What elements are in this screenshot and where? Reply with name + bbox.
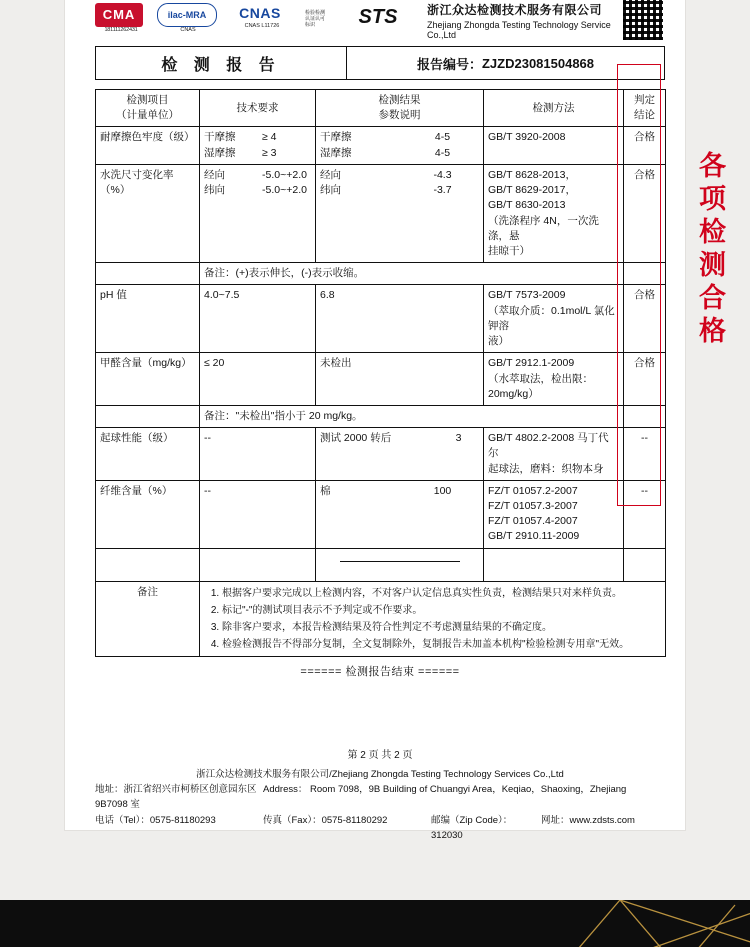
cma-number: 181111262431	[104, 27, 138, 33]
cell-result: 6.8	[316, 285, 484, 353]
cell-item: pH 值	[96, 285, 200, 353]
method-line: GB/T 8628-2013，	[488, 168, 576, 181]
cell-method	[484, 164, 624, 262]
res-val: 3	[455, 432, 462, 445]
res-key: 湿摩擦	[320, 146, 352, 159]
cell-verdict: --	[624, 480, 666, 548]
strike-line	[340, 561, 460, 562]
method-line: GB/T 8630-2013	[488, 199, 566, 212]
report-title-bar	[95, 46, 665, 80]
footer-zip: 邮编（Zip Code）：312030	[431, 814, 513, 841]
ilac-number: CNAS	[180, 27, 196, 33]
company-name-block	[425, 1, 611, 40]
qr-code-icon	[621, 0, 665, 42]
bottom-decoration-band	[0, 900, 750, 947]
th-method: 检测方法	[484, 90, 624, 127]
table-row	[96, 428, 666, 481]
table-row-remarks	[96, 581, 666, 656]
table-row-note	[96, 263, 666, 285]
cell-requirement: 4.0~7.5	[200, 285, 316, 353]
req-val: -5.0~+2.0	[262, 168, 307, 181]
cell-note: 备注：(+)表示伸长，(-)表示收缩。	[200, 263, 624, 285]
cell-verdict: 合格	[624, 127, 666, 164]
cell-method	[484, 127, 624, 164]
footer-company: 浙江众达检测技术服务有限公司/Zhejiang Zhongda Testing Technology Services Co.,Ltd	[196, 769, 564, 780]
cell-method	[484, 480, 624, 548]
method-line: FZ/T 01057.2-2007	[488, 484, 578, 497]
table-row	[96, 127, 666, 164]
method-line: GB/T 2912.1-2009	[488, 357, 575, 370]
table-header-row	[96, 90, 666, 127]
footer-fax: 传真（Fax）：0575-81180292	[263, 814, 388, 826]
sts-logo	[341, 4, 415, 36]
ilac-mra-logo	[157, 3, 219, 37]
method-line: GB/T 8629-2017，	[488, 184, 576, 197]
page-number: 第 2 页 共 2 页	[347, 750, 413, 761]
method-line: GB/T 3920-2008	[488, 131, 566, 144]
company-name-en: Zhejiang Zhongda Testing Technology Service Co.,Ltd	[427, 19, 611, 40]
th-result	[316, 90, 484, 127]
report-number-label: 报告编号：	[416, 56, 482, 72]
th-item-main: 检测项目	[126, 94, 169, 106]
cell-note: 备注："未检出"指小于 20 mg/kg。	[200, 405, 624, 427]
cell-result	[316, 428, 484, 481]
cnas-logo	[229, 3, 295, 37]
cell-requirement	[200, 127, 316, 164]
cell-result: 未检出	[316, 353, 484, 406]
method-line: 液）	[488, 335, 509, 348]
method-line: GB/T 2910.11-2009	[488, 530, 580, 543]
cell-item-empty	[96, 263, 200, 285]
sts-mark: STS	[358, 6, 398, 28]
cell-remark-list	[200, 581, 666, 656]
req-val: -5.0~+2.0	[262, 184, 307, 197]
res-key: 经向	[320, 168, 341, 181]
cell-item: 甲醛含量（mg/kg）	[96, 353, 200, 406]
cell-verdict: --	[624, 428, 666, 481]
res-key: 测试 2000 转后	[320, 432, 392, 445]
footer-address-en: Address： Room 7098，9B Building of Chuangyi Area，Keqiao，Shaoxing，Zhejiang	[263, 784, 627, 796]
cma-badge: CMA	[95, 3, 143, 27]
footer-address-cn: 地址：浙江省绍兴市柯桥区创意园东区 9B7098 室	[95, 784, 257, 811]
cell-item: 水洗尺寸变化率（%）	[96, 164, 200, 262]
report-end-line: ====== 检测报告结束 ======	[300, 665, 460, 678]
remark-item: 4. 检验检测报告不得部分复制，全文复制除外，复制报告未加盖本机构"检验检测专用章"无效。	[222, 636, 661, 653]
gold-line-decoration	[560, 900, 750, 947]
cell-item: 纤维含量（%）	[96, 480, 200, 548]
report-body	[95, 0, 665, 679]
document-page	[65, 0, 685, 841]
res-val: -3.7	[433, 184, 452, 197]
cell-verdict: 合格	[624, 285, 666, 353]
table-row-blank	[96, 548, 666, 581]
cell-method	[484, 353, 624, 406]
th-result-main: 检测结果	[378, 94, 421, 106]
cell-method	[484, 285, 624, 353]
res-key: 干摩擦	[320, 131, 352, 144]
remarks-list	[204, 585, 661, 653]
th-verdict-main: 判定	[634, 94, 655, 106]
footer-contact-line	[95, 813, 665, 843]
th-result-sub: 参数说明	[378, 109, 421, 122]
annotation-text: 各项检测合格	[699, 151, 727, 346]
res-val: 4-5	[434, 131, 451, 144]
cell-blank	[484, 548, 624, 581]
method-line: FZ/T 01057.3-2007	[488, 500, 578, 513]
th-item	[96, 90, 200, 127]
method-line: GB/T 7573-2009	[488, 289, 566, 302]
report-number-value: ZJZD23081504868	[481, 55, 595, 71]
cell-requirement: ≤ 20	[200, 353, 316, 406]
method-line: FZ/T 01057.4-2007	[488, 515, 578, 528]
cell-blank	[96, 548, 200, 581]
method-line: 挂晾干）	[488, 244, 530, 257]
cell-verdict: 合格	[624, 353, 666, 406]
remark-item: 1. 根据客户要求完成以上检测内容，不对客户认定信息真实性负责，检测结果只对来样负责。	[222, 585, 661, 602]
footer-tel: 电话（Tel）：0575-81180293	[95, 814, 216, 826]
cnas-side-text: 检验检测 认证认可 标识	[305, 10, 326, 28]
cell-remark-label: 备注	[96, 581, 200, 656]
cell-result	[316, 164, 484, 262]
th-requirement: 技术要求	[200, 90, 316, 127]
cma-logo	[95, 3, 147, 37]
req-val: ≥ 4	[262, 131, 277, 144]
table-row	[96, 285, 666, 353]
footer-address-line	[95, 782, 665, 812]
cell-blank	[200, 548, 316, 581]
res-key: 棉	[320, 484, 331, 497]
page-footer	[95, 748, 665, 843]
method-line: 起球法，磨料：织物本身	[488, 462, 604, 475]
table-row-note	[96, 405, 666, 427]
res-val: 100	[433, 484, 452, 497]
cnas-number: CNAS L11726	[244, 23, 280, 29]
ilac-badge: ilac-MRA	[157, 3, 217, 27]
req-key: 湿摩擦	[204, 146, 236, 159]
method-line: GB/T 4802.2-2008 马丁代尔	[488, 432, 609, 460]
cell-method	[484, 428, 624, 481]
th-item-sub: （计量单位）	[116, 109, 179, 122]
method-line: （水萃取法，检出限：20mg/kg）	[488, 372, 593, 400]
req-val: ≥ 3	[262, 146, 277, 159]
report-title: 检 测 报 告	[96, 47, 347, 79]
cell-requirement: --	[200, 428, 316, 481]
cell-result	[316, 480, 484, 548]
cell-item-empty	[96, 405, 200, 427]
footer-web: 网址：www.zdsts.com	[541, 814, 635, 826]
table-row	[96, 480, 666, 548]
method-line: （洗涤程序 4N，一次洗涤，悬	[488, 214, 599, 242]
cell-requirement	[200, 164, 316, 262]
cell-verdict: 合格	[624, 164, 666, 262]
cell-result	[316, 127, 484, 164]
test-results-table	[95, 89, 666, 657]
cell-requirement: --	[200, 480, 316, 548]
req-key: 干摩擦	[204, 131, 236, 144]
req-key: 经向	[204, 168, 225, 181]
cnas-badge: CNAS	[239, 5, 281, 21]
res-key: 纬向	[320, 184, 341, 197]
res-val: 4-5	[434, 146, 451, 159]
th-verdict-sub: 结论	[634, 109, 655, 122]
cell-blank	[624, 548, 666, 581]
cell-strike	[316, 548, 484, 581]
remark-item: 2. 标记"-"的测试项目表示不予判定或不作要求。	[222, 602, 661, 619]
cell-item: 起球性能（级）	[96, 428, 200, 481]
remark-item: 3. 除非客户要求，本报告检测结果及符合性判定不考虑测量结果的不确定度。	[222, 619, 661, 636]
company-name-cn: 浙江众达检测技术服务有限公司	[427, 2, 603, 17]
req-key: 纬向	[204, 184, 225, 197]
method-line: （萃取介质：0.1mol/L 氯化钾溶	[488, 304, 615, 332]
cell-item: 耐摩擦色牢度（级）	[96, 127, 200, 164]
verdict-highlight-box	[617, 64, 661, 506]
certification-logo-row	[95, 0, 665, 40]
table-row	[96, 353, 666, 406]
res-val: -4.3	[433, 168, 452, 181]
table-row	[96, 164, 666, 262]
